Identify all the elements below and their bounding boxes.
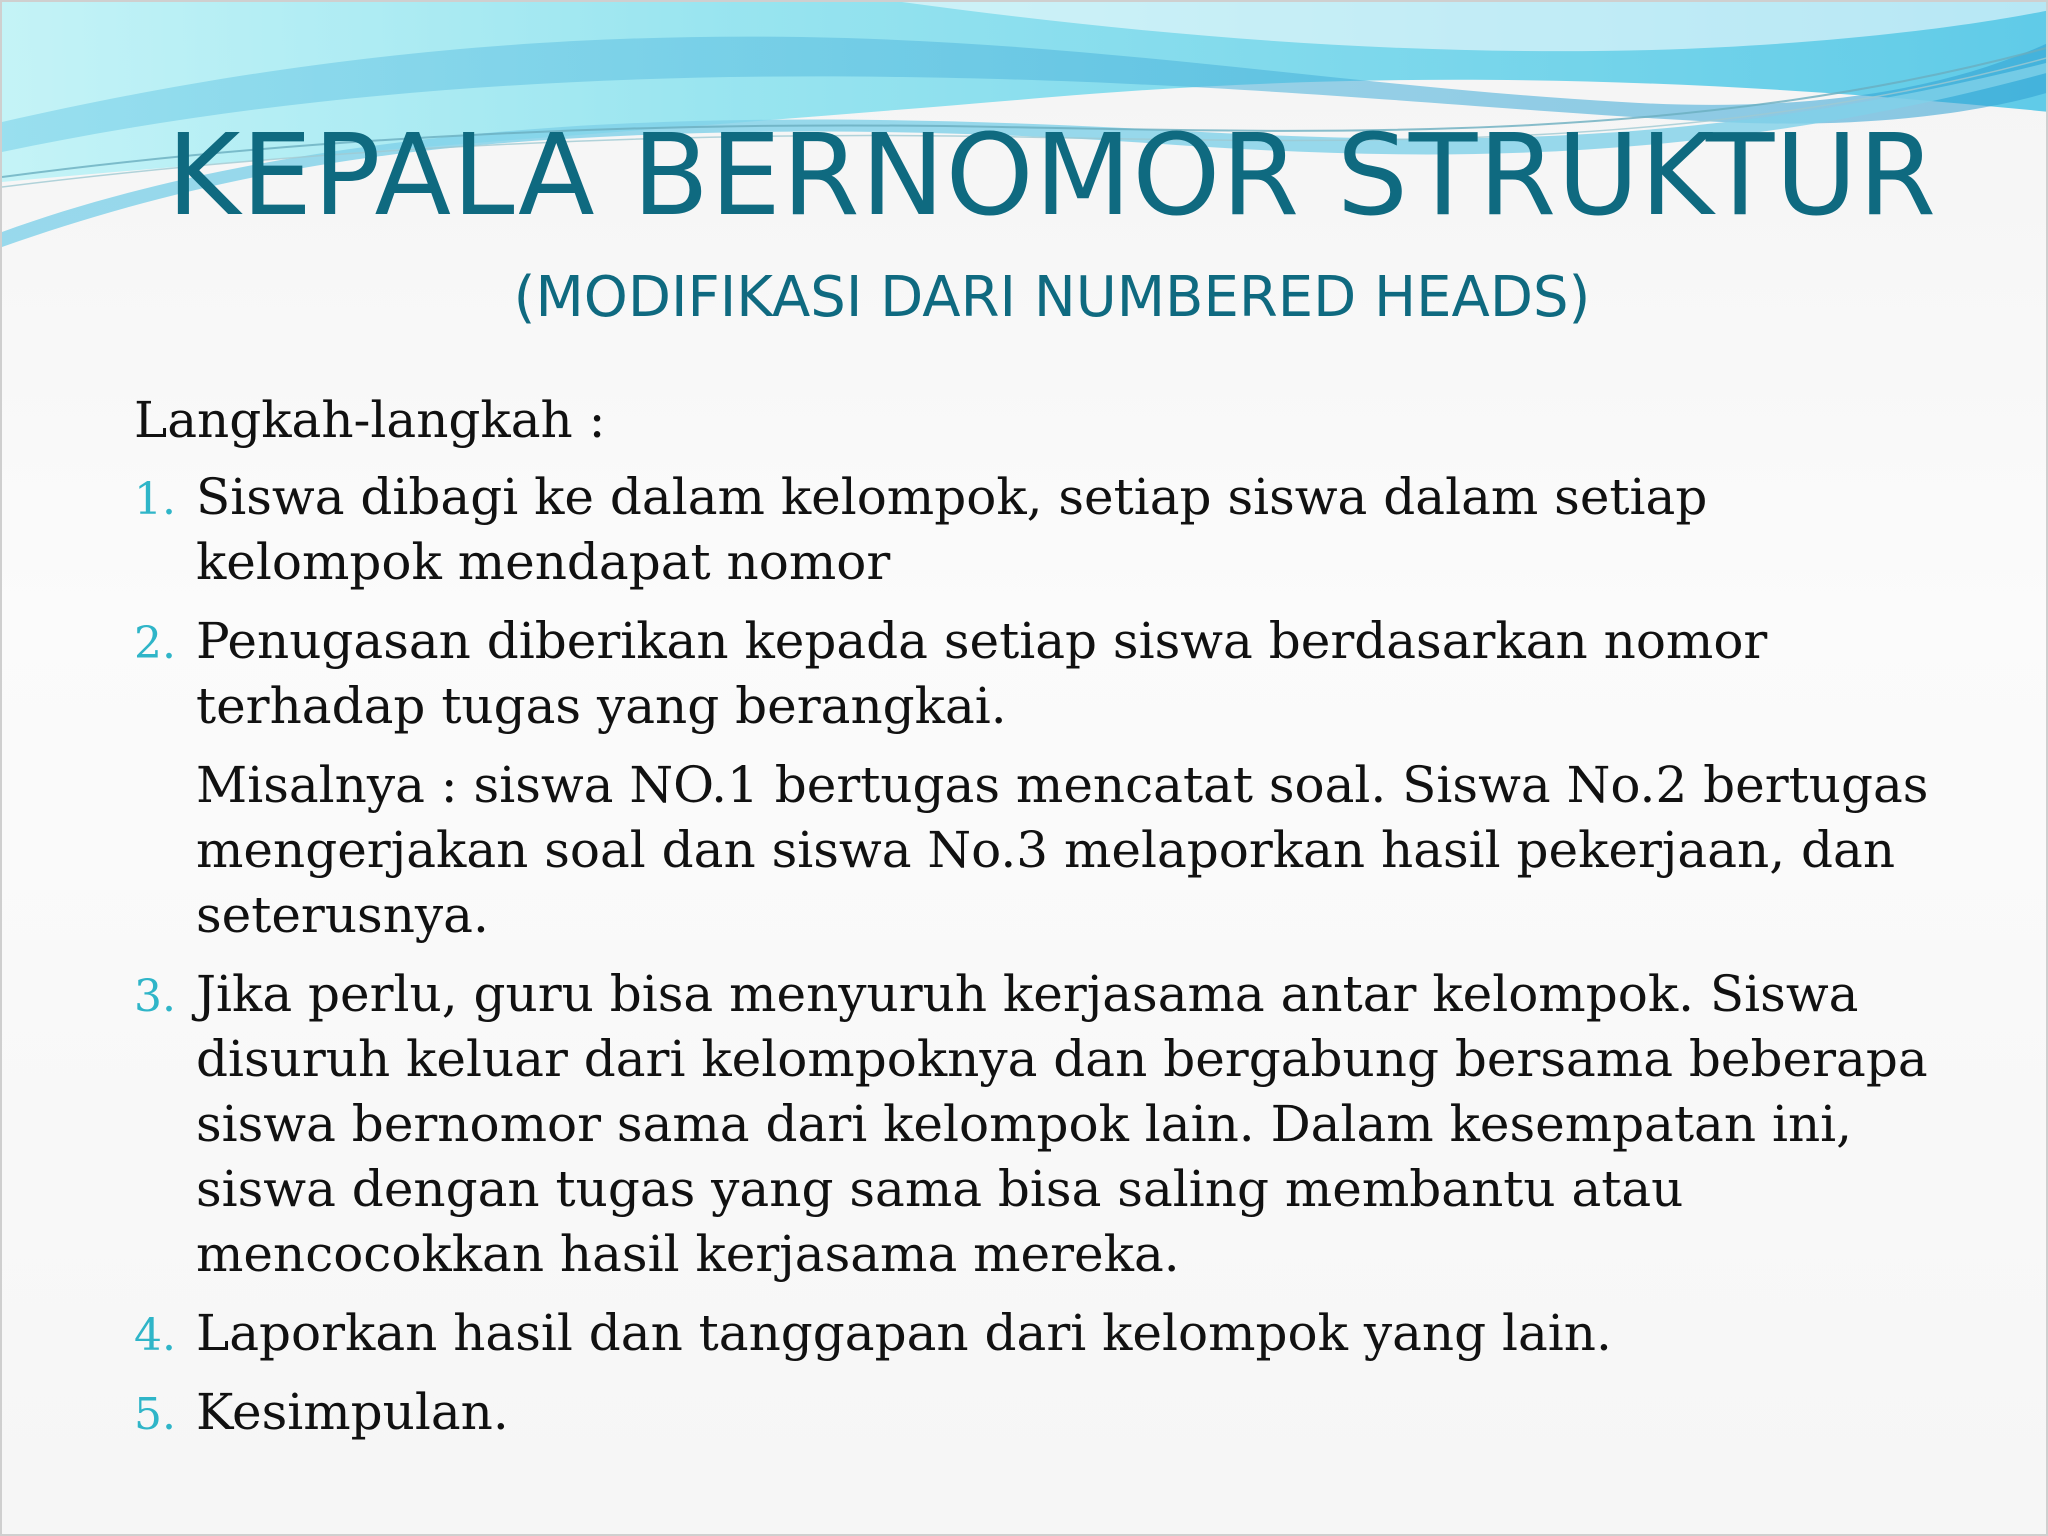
- step-4: [134, 1301, 1934, 1366]
- step-number: 5.: [134, 1389, 176, 1440]
- step-text: Jika perlu, guru bisa menyuruh kerjasama antar kelompok. Siswa disuruh keluar dari kelompoknya dan bergabung bersama beberapa siswa bernomor sama dari kelompok lain. Dalam kesempatan ini, siswa dengan tugas yang sama bisa saling membantu atau mencocokkan hasil kerjasama mereka.: [196, 965, 1928, 1283]
- step-1: [134, 465, 1934, 595]
- step-text: Kesimpulan.: [196, 1383, 509, 1441]
- step-number: 1.: [134, 474, 176, 525]
- step-text: Siswa dibagi ke dalam kelompok, setiap siswa dalam setiap kelompok mendapat nomor: [196, 468, 1708, 591]
- step-number: 2.: [134, 618, 176, 669]
- step-example-note: Misalnya : siswa NO.1 bertugas mencatat soal. Siswa No.2 bertugas mengerjakan soal dan siswa No.3 melaporkan hasil pekerjaan, dan seterusnya.: [196, 756, 1929, 944]
- slide-body: [134, 388, 1934, 1459]
- steps-intro: Langkah-langkah :: [134, 391, 606, 449]
- slide-title: KEPALA BERNOMOR STRUKTUR: [166, 111, 1938, 241]
- slide-subtitle: (MODIFIKASI DARI NUMBERED HEADS): [513, 265, 1591, 330]
- step-2: [134, 609, 1934, 948]
- step-5: [134, 1380, 1934, 1445]
- step-number: 3.: [134, 971, 176, 1022]
- step-text: Penugasan diberikan kepada setiap siswa berdasarkan nomor terhadap tugas yang berangkai.: [196, 612, 1768, 735]
- steps-list: [134, 465, 1934, 1445]
- step-3: [134, 962, 1934, 1287]
- step-number: 4.: [134, 1310, 176, 1361]
- step-text: Laporkan hasil dan tanggapan dari kelompok yang lain.: [196, 1304, 1612, 1362]
